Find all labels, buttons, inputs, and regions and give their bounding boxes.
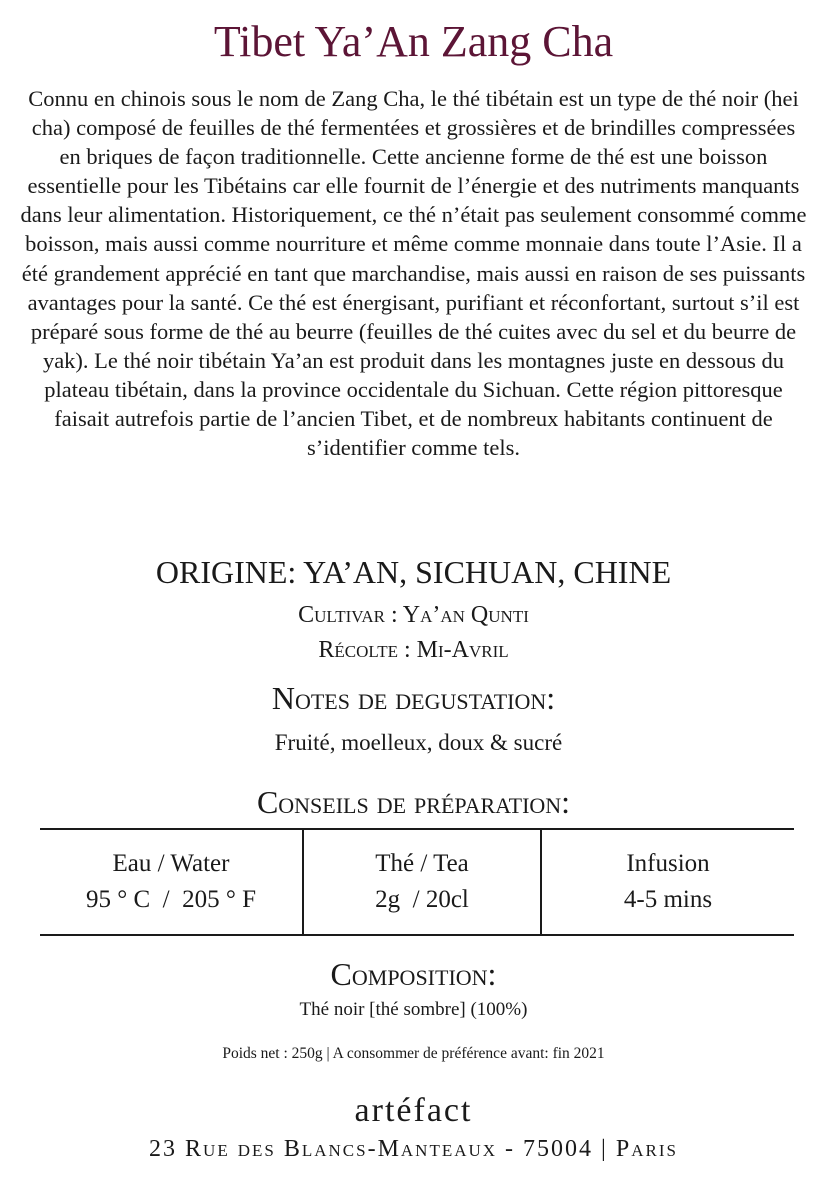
- prep-value-tea: 2g / 20cl: [375, 886, 469, 913]
- origin-line: ORIGINE: YA’AN, SICHUAN, CHINE: [155, 554, 672, 590]
- prep-cell-tea: [302, 830, 540, 934]
- shop-address: 23 Rue des Blancs-Manteaux - 75004 | Paris: [149, 1136, 678, 1162]
- prep-value-infusion: 4-5 mins: [623, 886, 713, 913]
- prep-label-water: Eau / Water: [112, 850, 230, 877]
- tasting-notes-heading: Notes de degustation:: [271, 680, 556, 716]
- tasting-notes-text: Fruité, moelleux, doux & sucré: [274, 730, 563, 755]
- brand-name: artéfact: [354, 1092, 473, 1129]
- prep-label-infusion: Infusion: [626, 850, 710, 877]
- prep-label-tea: Thé / Tea: [375, 850, 469, 877]
- preparation-table: [40, 828, 794, 936]
- product-description: Connu en chinois sous le nom de Zang Cha, le thé tibétain est un type de thé noir (hei cha) composé de feuilles de thé fermentées et grossières et de brindilles compressées en briques de façon traditionnelle. Cette ancienne forme de thé est une boisson essentielle pour les Tibétains car elle fournit de l’énergie et des nutriments manquants dans leur alimentation. Historiquement, ce thé n’était pas seulement consommé comme boisson, mais aussi comme nourriture et même comme monnaie dans toute l’Asie. Il a été grandement apprécié en tant que marchandise, mais aussi en raison de ses puissants avantages pour la santé. Ce thé est énergisant, purifiant et réconfortant, surtout s’il est préparé sous forme de thé au beurre (feuilles de thé cuites avec du sel et du beurre de yak). Le thé noir tibétain Ya’an est produit dans les montagnes juste en dessous du plateau tibétain, dans la province occidentale du Sichuan. Cette région pittoresque faisait autrefois partie de l’ancien Tibet, et de nombreux habitants continuent de s’identifier comme tels.: [20, 86, 807, 461]
- prep-cell-water: [40, 830, 302, 934]
- composition-text: Thé noir [thé sombre] (100%): [299, 999, 528, 1020]
- preparation-heading: Conseils de préparation:: [256, 784, 571, 820]
- composition-heading: Composition:: [330, 956, 497, 992]
- harvest-line: Récolte : Mi-Avril: [318, 637, 509, 663]
- product-title: Tibet Ya’An Zang Cha: [213, 17, 614, 66]
- prep-cell-infusion: [540, 830, 794, 934]
- net-weight-line: Poids net : 250g | A consommer de préférence avant: fin 2021: [222, 1045, 605, 1062]
- prep-value-water: 95 ° C / 205 ° F: [85, 886, 257, 913]
- cultivar-line: Cultivar : Ya’an Qunti: [298, 602, 529, 628]
